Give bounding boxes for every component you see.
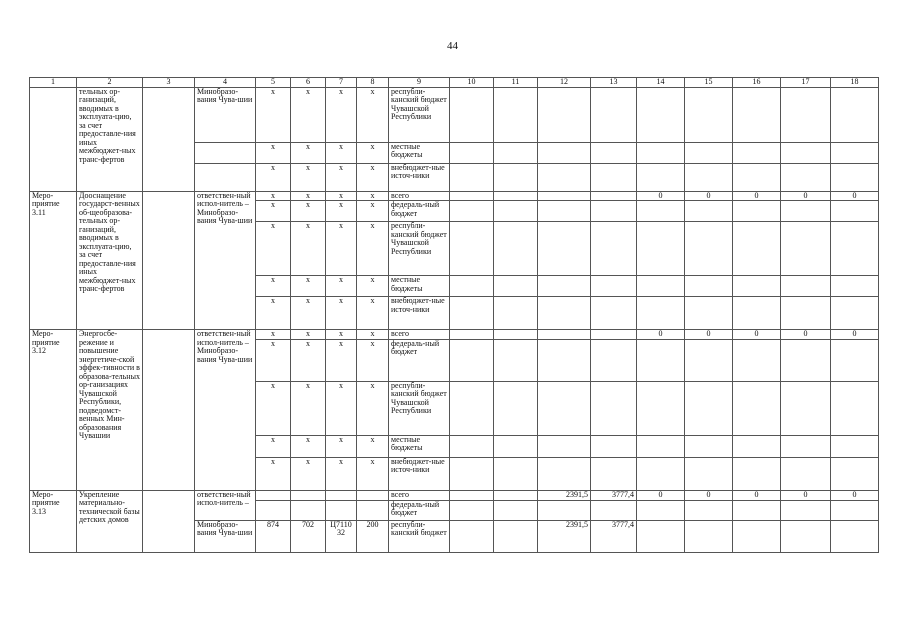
value-cell	[494, 87, 538, 142]
value-cell	[450, 276, 494, 297]
value-cell	[450, 87, 494, 142]
code-cell: х	[326, 276, 357, 297]
value-cell	[637, 222, 685, 276]
code-cell: х	[357, 297, 389, 330]
code-cell	[291, 490, 326, 500]
code-cell: х	[326, 191, 357, 201]
measure-name: Укрепление материально-технической базы детских домов	[77, 490, 143, 552]
value-cell	[494, 163, 538, 191]
value-cell	[494, 142, 538, 163]
value-cell	[637, 381, 685, 435]
funding-source: внебюджет-ные источ-ники	[389, 297, 450, 330]
value-cell: 0	[733, 490, 781, 500]
code-cell: х	[326, 339, 357, 381]
value-cell	[685, 163, 733, 191]
value-cell	[591, 276, 637, 297]
executor: ответствен-ный испол-нитель – Минобразо-вания Чува-шии	[195, 191, 256, 330]
value-cell	[494, 520, 538, 552]
value-cell	[733, 457, 781, 490]
col-header: 15	[685, 78, 733, 88]
value-cell: 0	[733, 191, 781, 201]
value-cell	[685, 87, 733, 142]
code-cell: х	[256, 222, 291, 276]
code-cell: х	[357, 191, 389, 201]
value-cell	[637, 435, 685, 457]
code-cell	[357, 500, 389, 520]
col-header: 16	[733, 78, 781, 88]
value-cell	[781, 500, 831, 520]
value-cell	[781, 87, 831, 142]
value-cell	[591, 87, 637, 142]
code-cell: х	[256, 276, 291, 297]
value-cell	[538, 142, 591, 163]
value-cell	[733, 163, 781, 191]
code-cell: х	[326, 142, 357, 163]
code-cell: х	[357, 87, 389, 142]
code-cell: 702	[291, 520, 326, 552]
measure-name: Дооснащение государст-венных об-щеобразова-тельных ор-ганизаций, вводимых в эксплуата-цию, за счет предоставле-ния иных межбюджет-ных транс-фертов	[77, 191, 143, 330]
code-cell: х	[291, 339, 326, 381]
value-cell	[637, 457, 685, 490]
value-cell	[538, 191, 591, 201]
code-cell: х	[256, 191, 291, 201]
value-cell	[450, 297, 494, 330]
value-cell	[831, 163, 879, 191]
value-cell	[637, 500, 685, 520]
value-cell	[831, 339, 879, 381]
code-cell: х	[357, 142, 389, 163]
code-cell: х	[326, 381, 357, 435]
value-cell	[685, 142, 733, 163]
value-cell	[538, 457, 591, 490]
code-cell: х	[357, 457, 389, 490]
value-cell	[538, 163, 591, 191]
executor-empty	[195, 163, 256, 191]
value-cell	[450, 435, 494, 457]
value-cell	[733, 520, 781, 552]
funding-source: всего	[389, 191, 450, 201]
code-cell	[256, 490, 291, 500]
executor: Минобразо-вания Чува-шии	[195, 520, 256, 552]
value-cell: 2391,5	[538, 520, 591, 552]
funding-source: федераль-ный бюджет	[389, 339, 450, 381]
value-cell	[637, 163, 685, 191]
value-cell	[831, 142, 879, 163]
value-cell	[591, 142, 637, 163]
measure-id: Меро-приятие 3.13	[30, 490, 77, 552]
code-cell: х	[357, 381, 389, 435]
value-cell	[591, 381, 637, 435]
col-header: 5	[256, 78, 291, 88]
executor: ответствен-ный испол-нитель – Минобразо-вания Чува-шии	[195, 330, 256, 491]
value-cell	[494, 276, 538, 297]
code-cell: х	[256, 457, 291, 490]
code-cell: 874	[256, 520, 291, 552]
value-cell: 3777,4	[591, 520, 637, 552]
col-3-cell	[143, 490, 195, 552]
code-cell: Ц7110 32	[326, 520, 357, 552]
value-cell	[591, 457, 637, 490]
value-cell	[591, 191, 637, 201]
value-cell: 0	[685, 191, 733, 201]
value-cell: 0	[637, 330, 685, 340]
value-cell	[494, 457, 538, 490]
value-cell: 0	[781, 330, 831, 340]
measure-id: Меро-приятие 3.12	[30, 330, 77, 491]
value-cell	[685, 457, 733, 490]
value-cell	[637, 87, 685, 142]
col-3-cell	[143, 330, 195, 491]
value-cell	[781, 201, 831, 222]
value-cell	[637, 276, 685, 297]
code-cell: х	[357, 201, 389, 222]
value-cell	[685, 201, 733, 222]
value-cell	[733, 500, 781, 520]
code-cell: х	[291, 435, 326, 457]
value-cell	[685, 276, 733, 297]
value-cell	[685, 339, 733, 381]
value-cell	[733, 381, 781, 435]
col-header: 17	[781, 78, 831, 88]
measure-name: тельных ор-ганизаций, вводимых в эксплуата-цию, за счет предоставле-ния иных межбюджет-ных транс-фертов	[77, 87, 143, 191]
funding-source: всего	[389, 330, 450, 340]
code-cell: х	[357, 163, 389, 191]
value-cell	[450, 339, 494, 381]
value-cell	[494, 339, 538, 381]
value-cell	[494, 500, 538, 520]
value-cell: 3777,4	[591, 490, 637, 500]
value-cell	[831, 87, 879, 142]
value-cell	[450, 520, 494, 552]
code-cell: х	[291, 457, 326, 490]
value-cell	[733, 201, 781, 222]
value-cell	[685, 381, 733, 435]
value-cell	[591, 201, 637, 222]
funding-source: федераль-ный бюджет	[389, 500, 450, 520]
value-cell	[781, 276, 831, 297]
code-cell: х	[326, 297, 357, 330]
executor: ответствен-ный испол-нитель –	[195, 490, 256, 520]
value-cell	[538, 276, 591, 297]
code-cell: х	[357, 222, 389, 276]
funding-source: местные бюджеты	[389, 276, 450, 297]
col-header: 18	[831, 78, 879, 88]
funding-source: внебюджет-ные источ-ники	[389, 457, 450, 490]
code-cell: х	[326, 87, 357, 142]
value-cell	[831, 297, 879, 330]
code-cell: х	[256, 297, 291, 330]
code-cell	[357, 490, 389, 500]
code-cell: х	[357, 435, 389, 457]
value-cell	[733, 142, 781, 163]
code-cell: х	[326, 163, 357, 191]
value-cell	[831, 520, 879, 552]
value-cell	[450, 457, 494, 490]
col-header: 12	[538, 78, 591, 88]
value-cell	[637, 520, 685, 552]
col-header: 7	[326, 78, 357, 88]
funding-source: республи-канский бюджет Чувашской Республики	[389, 381, 450, 435]
col-3-cell	[143, 87, 195, 191]
value-cell	[591, 500, 637, 520]
value-cell	[450, 500, 494, 520]
code-cell: х	[256, 87, 291, 142]
value-cell	[591, 222, 637, 276]
value-cell	[637, 142, 685, 163]
value-cell	[685, 297, 733, 330]
code-cell: х	[256, 330, 291, 340]
value-cell: 0	[685, 490, 733, 500]
code-cell: х	[357, 330, 389, 340]
code-cell: х	[291, 142, 326, 163]
value-cell: 0	[781, 490, 831, 500]
code-cell: х	[326, 457, 357, 490]
value-cell	[781, 163, 831, 191]
value-cell	[538, 330, 591, 340]
value-cell	[781, 297, 831, 330]
value-cell	[538, 297, 591, 330]
funding-source: внебюджет-ные источ-ники	[389, 163, 450, 191]
value-cell	[685, 500, 733, 520]
code-cell: х	[326, 435, 357, 457]
col-header: 4	[195, 78, 256, 88]
budget-table	[29, 77, 879, 553]
value-cell	[831, 457, 879, 490]
value-cell	[494, 381, 538, 435]
value-cell	[450, 490, 494, 500]
col-header: 3	[143, 78, 195, 88]
value-cell: 0	[637, 490, 685, 500]
value-cell	[685, 435, 733, 457]
code-cell: х	[291, 276, 326, 297]
code-cell	[256, 500, 291, 520]
value-cell: 2391,5	[538, 490, 591, 500]
value-cell	[538, 201, 591, 222]
value-cell: 0	[831, 490, 879, 500]
code-cell: х	[291, 330, 326, 340]
value-cell	[733, 222, 781, 276]
code-cell: х	[291, 191, 326, 201]
code-cell	[326, 500, 357, 520]
code-cell: х	[291, 201, 326, 222]
value-cell: 0	[733, 330, 781, 340]
value-cell	[637, 201, 685, 222]
executor-empty	[195, 142, 256, 163]
value-cell	[494, 222, 538, 276]
code-cell: х	[256, 381, 291, 435]
code-cell: х	[357, 339, 389, 381]
value-cell	[538, 222, 591, 276]
value-cell	[591, 330, 637, 340]
value-cell	[450, 163, 494, 191]
value-cell	[733, 435, 781, 457]
value-cell	[538, 339, 591, 381]
col-header: 6	[291, 78, 326, 88]
code-cell: х	[357, 276, 389, 297]
value-cell: 0	[781, 191, 831, 201]
code-cell	[326, 490, 357, 500]
value-cell	[494, 201, 538, 222]
page-number: 44	[447, 40, 458, 52]
value-cell	[450, 142, 494, 163]
funding-source: республи-канский бюджет	[389, 520, 450, 552]
value-cell	[831, 381, 879, 435]
value-cell	[733, 297, 781, 330]
table-row	[30, 490, 879, 500]
value-cell	[591, 297, 637, 330]
table-row	[30, 87, 879, 142]
value-cell	[450, 191, 494, 201]
code-cell: х	[291, 381, 326, 435]
value-cell	[494, 191, 538, 201]
value-cell	[685, 222, 733, 276]
code-cell: х	[291, 297, 326, 330]
value-cell	[831, 435, 879, 457]
value-cell	[538, 87, 591, 142]
value-cell	[450, 381, 494, 435]
funding-source: федераль-ный бюджет	[389, 201, 450, 222]
col-header: 14	[637, 78, 685, 88]
funding-source: республи-канский бюджет Чувашской Республики	[389, 87, 450, 142]
code-cell: х	[256, 339, 291, 381]
value-cell	[831, 276, 879, 297]
value-cell	[831, 500, 879, 520]
value-cell	[781, 435, 831, 457]
code-cell: х	[291, 87, 326, 142]
value-cell	[591, 339, 637, 381]
value-cell	[781, 381, 831, 435]
measure-id: Меро-приятие 3.11	[30, 191, 77, 330]
code-cell: х	[291, 222, 326, 276]
value-cell	[450, 222, 494, 276]
value-cell	[494, 490, 538, 500]
value-cell: 0	[831, 191, 879, 201]
value-cell	[538, 435, 591, 457]
value-cell	[637, 339, 685, 381]
value-cell	[781, 339, 831, 381]
value-cell	[450, 201, 494, 222]
value-cell	[733, 276, 781, 297]
value-cell	[494, 297, 538, 330]
value-cell	[685, 520, 733, 552]
code-cell: х	[291, 163, 326, 191]
funding-source: республи-канский бюджет Чувашской Республики	[389, 222, 450, 276]
value-cell	[494, 330, 538, 340]
code-cell: х	[256, 163, 291, 191]
value-cell	[637, 297, 685, 330]
funding-source: всего	[389, 490, 450, 500]
funding-source: местные бюджеты	[389, 435, 450, 457]
col-3-cell	[143, 191, 195, 330]
value-cell	[450, 330, 494, 340]
value-cell	[591, 435, 637, 457]
table-row	[30, 191, 879, 201]
value-cell	[781, 457, 831, 490]
code-cell: х	[326, 222, 357, 276]
code-cell: 200	[357, 520, 389, 552]
col-header: 1	[30, 78, 77, 88]
code-cell: х	[326, 330, 357, 340]
code-cell: х	[256, 435, 291, 457]
col-header: 9	[389, 78, 450, 88]
value-cell	[831, 201, 879, 222]
value-cell	[538, 381, 591, 435]
value-cell	[781, 520, 831, 552]
table-row	[30, 330, 879, 340]
code-cell	[291, 500, 326, 520]
value-cell	[781, 222, 831, 276]
value-cell	[538, 500, 591, 520]
value-cell	[733, 87, 781, 142]
value-cell	[781, 142, 831, 163]
code-cell: х	[256, 142, 291, 163]
col-header: 13	[591, 78, 637, 88]
measure-name: Энергосбе-режение и повышение энергетиче-ской эффек-тивности в образова-тельных ор-ганизациях Чувашской Республики, подведомст-венных Мин-образования Чувашии	[77, 330, 143, 491]
value-cell: 0	[685, 330, 733, 340]
value-cell: 0	[637, 191, 685, 201]
col-header: 2	[77, 78, 143, 88]
funding-source: местные бюджеты	[389, 142, 450, 163]
measure-id	[30, 87, 77, 191]
value-cell: 0	[831, 330, 879, 340]
col-header: 8	[357, 78, 389, 88]
col-header: 11	[494, 78, 538, 88]
value-cell	[831, 222, 879, 276]
executor: Минобразо-вания Чува-шии	[195, 87, 256, 142]
code-cell: х	[326, 201, 357, 222]
column-number-row	[30, 78, 879, 88]
col-header: 10	[450, 78, 494, 88]
value-cell	[591, 163, 637, 191]
value-cell	[733, 339, 781, 381]
code-cell: х	[256, 201, 291, 222]
value-cell	[494, 435, 538, 457]
